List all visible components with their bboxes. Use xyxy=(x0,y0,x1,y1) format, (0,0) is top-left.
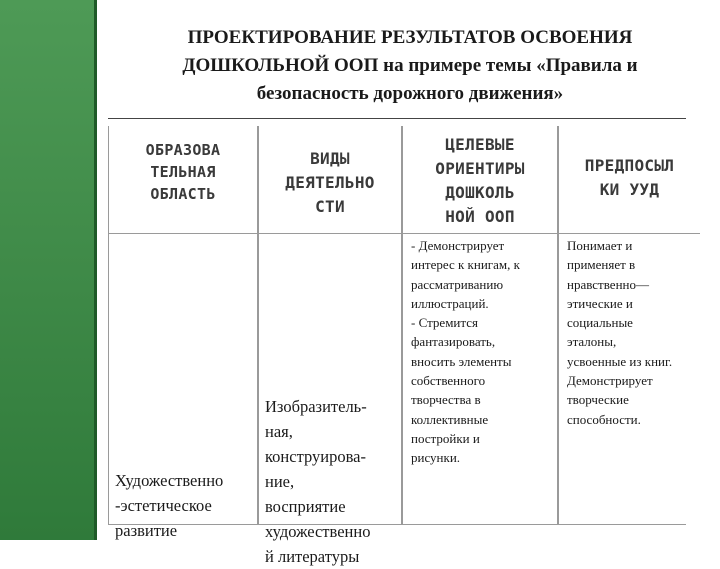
cell-line: способности. xyxy=(567,411,641,427)
cell-line: творческие xyxy=(567,392,629,408)
header-line: НОЙ ООП xyxy=(445,206,515,226)
cell-line: художественно xyxy=(265,522,371,541)
cell-line: -эстетическое xyxy=(115,496,212,515)
header-line: ОРИЕНТИРЫ xyxy=(435,158,525,178)
cell-line: нравственно— xyxy=(567,276,649,292)
header-line: СТИ xyxy=(315,196,345,216)
cell-line: ная, xyxy=(265,422,293,441)
cell-line: эталоны, xyxy=(567,334,617,350)
column-header-uud-prerequisites xyxy=(559,126,700,234)
cell-line: применяет в xyxy=(567,257,636,273)
cell-line: иллюстраций. xyxy=(411,295,489,311)
cell-line: социальные xyxy=(567,315,633,331)
column-educational-area xyxy=(108,126,258,540)
title-line-3: безопасность дорожного движения» xyxy=(256,83,564,104)
cell-target-guidelines xyxy=(403,234,557,524)
cell-line: постройки и xyxy=(411,430,480,446)
title-divider xyxy=(108,118,686,119)
slide-title xyxy=(100,24,720,108)
cell-line: Художественно xyxy=(115,471,224,490)
cell-line: развитие xyxy=(115,521,178,540)
header-line: ЦЕЛЕВЫЕ xyxy=(445,134,515,154)
cell-line: - Демонстрирует xyxy=(411,238,505,253)
header-line: ПРЕДПОСЫЛ xyxy=(584,155,675,175)
header-line: ДЕЯТЕЛЬНО xyxy=(285,172,375,192)
cell-line: этические и xyxy=(567,295,633,311)
title-line-1: ПРОЕКТИРОВАНИЕ РЕЗУЛЬТАТОВ ОСВОЕНИЯ xyxy=(187,27,633,48)
column-activity-types xyxy=(258,126,402,566)
cell-line: Изобразитель- xyxy=(265,397,367,416)
title-line-2: ДОШКОЛЬНОЙ ООП на примере темы «Правила и xyxy=(182,55,638,76)
cell-educational-area xyxy=(109,234,257,540)
table-bottom-border xyxy=(108,524,686,525)
cell-line: интерес к книгам, к xyxy=(411,257,520,273)
cell-line: конструирова- xyxy=(265,447,366,466)
column-target-guidelines xyxy=(402,126,558,524)
decorative-side-bar xyxy=(0,0,97,540)
cell-line: й литературы xyxy=(265,547,360,566)
cell-uud-prerequisites xyxy=(559,234,700,524)
cell-line: собственного xyxy=(411,373,486,389)
cell-line: - Стремится xyxy=(411,315,478,331)
cell-activity-types xyxy=(259,234,401,566)
cell-line: восприятие xyxy=(265,497,346,516)
cell-line: рисунки. xyxy=(411,450,461,466)
cell-line: Демонстрирует xyxy=(567,373,653,389)
column-header-educational-area xyxy=(109,126,257,234)
cell-line: творчества в xyxy=(411,392,481,408)
header-line: ОБЛАСТЬ xyxy=(150,184,216,203)
cell-line: ние, xyxy=(265,472,295,491)
header-line: КИ УУД xyxy=(599,179,660,199)
header-line: ОБРАЗОВА xyxy=(145,140,221,159)
cell-line: фантазировать, xyxy=(411,334,496,350)
column-header-target-guidelines xyxy=(403,126,557,234)
header-line: ТЕЛЬНАЯ xyxy=(150,162,216,181)
header-line: ДОШКОЛЬ xyxy=(445,182,515,202)
column-header-activity-types xyxy=(259,126,401,234)
column-uud-prerequisites xyxy=(558,126,700,524)
header-line: ВИДЫ xyxy=(310,148,350,168)
cell-line: коллективные xyxy=(411,411,489,427)
cell-line: Понимает и xyxy=(567,238,633,253)
cell-line: вносить элементы xyxy=(411,353,512,369)
cell-line: усвоенные из книг. xyxy=(567,353,673,369)
cell-line: рассматриванию xyxy=(411,276,504,292)
